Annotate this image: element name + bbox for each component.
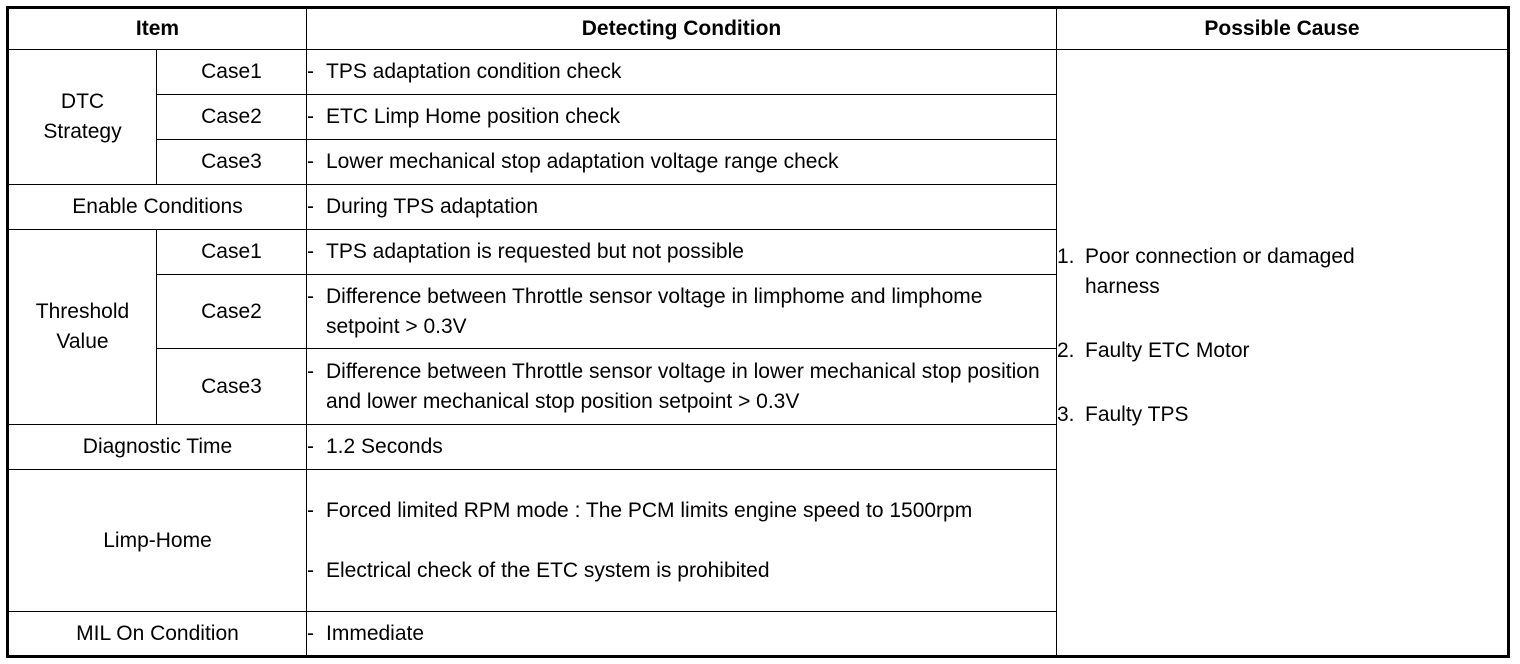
header-possible-cause: Possible Cause [1057, 8, 1509, 50]
condition-cell: - Forced limited RPM mode : The PCM limits engine speed to 1500rpm - Electrical check of the ETC system is prohibited [307, 470, 1057, 612]
condition-text: TPS adaptation condition check [326, 60, 622, 83]
condition-cell: - Difference between Throttle sensor voltage in lower mechanical stop position and lower mechanical stop position setpoint > 0.3V [307, 349, 1057, 425]
condition-cell: - Lower mechanical stop adaptation voltage range check [307, 140, 1057, 185]
condition-cell: - During TPS adaptation [307, 185, 1057, 230]
case-label: Case2 [157, 95, 307, 140]
header-row [8, 8, 1509, 50]
condition-text: During TPS adaptation [326, 195, 539, 218]
dtc-spec-table [6, 6, 1510, 658]
condition-text: 1.2 Seconds [326, 435, 443, 458]
threshold-value-label: Threshold Value [8, 230, 157, 425]
condition-cell: - 1.2 Seconds [307, 425, 1057, 470]
cause-item: 2. Faulty ETC Motor [1057, 338, 1250, 362]
case-label: Case3 [157, 140, 307, 185]
condition-cell: - TPS adaptation is requested but not possible [307, 230, 1057, 275]
condition-cell: - Immediate [307, 612, 1057, 657]
condition-cell: - ETC Limp Home position check [307, 95, 1057, 140]
case-label: Case1 [157, 230, 307, 275]
condition-text: Lower mechanical stop adaptation voltage range check [326, 150, 839, 173]
mil-on-condition-label: MIL On Condition [8, 612, 307, 657]
dtc-strategy-label: DTC Strategy [8, 50, 157, 185]
condition-text: Electrical check of the ETC system is prohibited [326, 558, 770, 582]
condition-cell: - TPS adaptation condition check [307, 50, 1057, 95]
header-detecting-condition: Detecting Condition [307, 8, 1057, 50]
header-item: Item [8, 8, 307, 50]
condition-text: Immediate [326, 621, 425, 645]
case-label: Case1 [157, 50, 307, 95]
condition-text: TPS adaptation is requested but not possible [326, 240, 744, 263]
limp-home-label: Limp-Home [8, 470, 307, 612]
condition-cell: - Difference between Throttle sensor voltage in limphome and limphome setpoint > 0.3V [307, 275, 1057, 349]
cause-item: 3. Faulty TPS [1057, 402, 1189, 426]
enable-conditions-label: Enable Conditions [8, 185, 307, 230]
cause-item: 1. Poor connection or damaged harness [1057, 244, 1355, 298]
condition-text: ETC Limp Home position check [326, 105, 621, 128]
diagnostic-time-label: Diagnostic Time [8, 425, 307, 470]
condition-text: Difference between Throttle sensor voltage in lower mechanical stop position and lower mechanical stop position setpoint > 0.3V [326, 359, 1040, 413]
case-label: Case3 [157, 349, 307, 425]
possible-cause-cell [1057, 50, 1509, 657]
table-row [8, 50, 1509, 95]
condition-text: Forced limited RPM mode : The PCM limits engine speed to 1500rpm [326, 498, 973, 522]
case-label: Case2 [157, 275, 307, 349]
condition-text: Difference between Throttle sensor voltage in limphome and limphome setpoint > 0.3V [326, 284, 983, 338]
